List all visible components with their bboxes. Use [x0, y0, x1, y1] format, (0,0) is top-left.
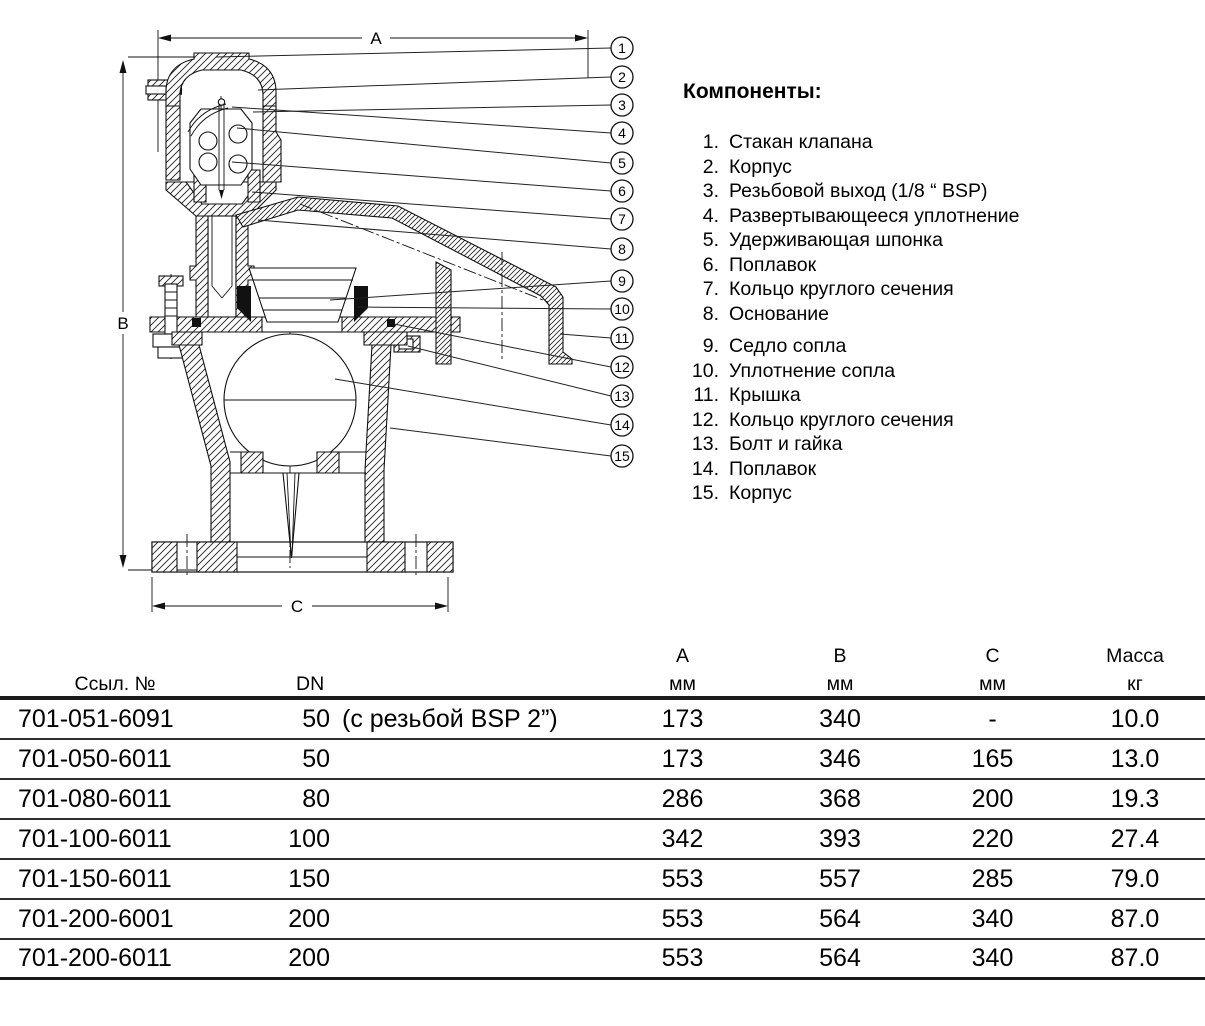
ref-cell: 701-051-6091	[18, 704, 174, 733]
float-seat-left	[241, 452, 263, 473]
component-item-10	[683, 359, 1163, 384]
dim-label-b: B	[117, 314, 129, 333]
a-cell: 173	[661, 704, 704, 733]
ref-cell: 701-080-6011	[18, 784, 172, 813]
component-item-7	[683, 277, 1163, 302]
leader-line-10	[357, 307, 611, 309]
spec-table-body	[0, 700, 1205, 980]
callout-number-7: 7	[618, 211, 626, 227]
dn-cell	[230, 865, 605, 894]
component-item-5	[683, 228, 1163, 253]
components-title: Компоненты:	[683, 80, 822, 103]
small-float	[190, 109, 252, 185]
mass-cell: 87.0	[1110, 904, 1160, 933]
float-seat-right	[317, 452, 339, 473]
dn-note: (с резьбой BSP 2”)	[342, 704, 558, 733]
nozzle-seat	[249, 268, 356, 322]
dn-cell	[230, 825, 605, 854]
callout-number-1: 1	[618, 40, 626, 56]
table-row	[0, 780, 1205, 820]
a-cell: 173	[661, 744, 704, 773]
b-cell: 368	[819, 784, 861, 813]
component-number: 14.	[691, 457, 719, 480]
component-item-14	[683, 457, 1163, 482]
component-item-1	[683, 130, 1163, 155]
spec-table	[0, 642, 1205, 980]
ref-cell: 701-100-6011	[18, 824, 172, 853]
dim-label-a: A	[370, 29, 382, 48]
dn-value: 150	[288, 864, 330, 893]
cover-skirt	[436, 262, 451, 364]
component-number: 8.	[702, 302, 719, 325]
component-label: Удерживающая шпонка	[729, 229, 943, 251]
component-number: 9.	[702, 335, 719, 357]
c-cell: 200	[971, 784, 1014, 813]
component-number: 1.	[702, 131, 719, 153]
o-ring-left	[192, 318, 201, 327]
table-row	[0, 820, 1205, 860]
callout-number-3: 3	[618, 97, 626, 113]
component-number: 2.	[702, 155, 719, 178]
component-item-13	[683, 432, 1163, 457]
leader-line-13	[408, 346, 611, 396]
component-label: Седло сопла	[729, 335, 847, 357]
callout-number-9: 9	[618, 273, 626, 289]
dimension-c	[152, 577, 448, 616]
mass-cell: 27.4	[1110, 824, 1160, 853]
dn-value: 100	[288, 824, 330, 853]
callout-number-4: 4	[618, 125, 626, 141]
component-item-4	[683, 204, 1163, 229]
header-ref: Ссыл. №	[74, 673, 156, 696]
callout-number-12: 12	[614, 359, 630, 375]
b-cell: 557	[819, 864, 861, 893]
components-list	[683, 130, 1163, 506]
cover-bolt	[165, 284, 177, 334]
guide-spike	[283, 473, 299, 558]
table-row	[0, 700, 1205, 740]
component-number: 7.	[702, 278, 719, 300]
dn-value: 80	[302, 784, 330, 813]
component-number: 11.	[693, 384, 719, 406]
dn-value: 200	[288, 904, 330, 933]
component-label: Корпус	[729, 482, 792, 504]
callout-number-13: 13	[614, 388, 630, 404]
component-label: Болт и гайка	[729, 433, 843, 455]
mass-cell: 13.0	[1110, 744, 1160, 773]
body-wall-right	[365, 345, 391, 542]
valve-cross-section-drawing	[0, 0, 660, 640]
component-item-6	[683, 253, 1163, 278]
body-assembly	[152, 332, 453, 572]
b-cell: 346	[819, 744, 861, 773]
dn-cell	[230, 745, 605, 774]
component-item-11	[683, 383, 1163, 408]
header-b: B мм	[826, 645, 854, 696]
c-cell: 340	[971, 944, 1014, 972]
component-label: Основание	[729, 302, 830, 325]
c-cell: 285	[971, 864, 1014, 893]
component-number: 13.	[691, 433, 719, 455]
leader-line-11	[560, 334, 611, 338]
leader-line-15	[390, 428, 611, 456]
table-row	[0, 860, 1205, 900]
c-cell: 165	[971, 744, 1014, 773]
table-row	[0, 940, 1205, 980]
callout-number-5: 5	[618, 155, 626, 171]
cup-wall-right	[263, 106, 281, 182]
valve-cup-assembly	[146, 53, 281, 216]
dn-value: 200	[288, 944, 330, 972]
dn-cell	[230, 705, 605, 734]
component-label: Развертывающееся уплотнение	[729, 204, 1020, 227]
component-number: 5.	[702, 229, 719, 251]
component-item-12	[683, 408, 1163, 433]
spec-table-header	[0, 642, 1205, 700]
leader-line-2	[258, 77, 611, 90]
leader-line-6	[232, 162, 611, 191]
component-label: Кольцо круглого сечения	[729, 278, 954, 300]
component-number: 6.	[702, 253, 719, 276]
header-dn: DN	[296, 673, 325, 696]
c-cell: 340	[971, 904, 1014, 933]
header-c: C мм	[979, 645, 1006, 696]
callout-number-10: 10	[614, 301, 630, 317]
a-cell: 553	[661, 944, 704, 972]
mass-cell: 79.0	[1110, 864, 1160, 893]
component-item-15	[683, 481, 1163, 506]
a-cell: 342	[661, 824, 704, 853]
cup-wall-left	[166, 106, 180, 180]
dim-label-c: C	[290, 597, 304, 616]
callout-number-14: 14	[614, 417, 630, 433]
dn-cell	[230, 905, 605, 934]
table-row	[0, 740, 1205, 780]
component-label: Поплавок	[729, 457, 817, 480]
header-mass: Масса кг	[1106, 645, 1164, 696]
mass-cell: 10.0	[1110, 704, 1160, 733]
component-number: 4.	[702, 204, 719, 227]
leader-line-1	[216, 48, 611, 57]
leader-line-12	[394, 324, 611, 367]
component-label: Крышка	[729, 384, 801, 406]
a-cell: 553	[661, 904, 704, 933]
leader-line-3	[253, 105, 611, 112]
component-item-8	[683, 302, 1163, 327]
c-cell: 220	[971, 824, 1014, 853]
c-cell: -	[988, 704, 997, 733]
dn-value: 50	[302, 744, 330, 773]
mass-cell: 87.0	[1110, 944, 1160, 972]
a-cell: 286	[661, 784, 704, 813]
component-item-2	[683, 155, 1163, 180]
callout-number-6: 6	[618, 183, 626, 199]
component-label: Уплотнение сопла	[729, 359, 896, 382]
callout-number-11: 11	[614, 330, 630, 346]
callout-number-15: 15	[614, 448, 630, 464]
b-cell: 564	[819, 904, 861, 933]
table-row	[0, 900, 1205, 940]
b-cell: 393	[819, 824, 861, 853]
ref-cell: 701-150-6011	[18, 864, 172, 893]
component-label: Поплавок	[729, 253, 817, 276]
component-label: Резьбовой выход (1/8 “ BSP)	[729, 180, 988, 202]
component-label: Стакан клапана	[729, 131, 873, 153]
component-label: Кольцо круглого сечения	[729, 408, 954, 431]
header-a: A мм	[669, 645, 696, 696]
component-number: 3.	[702, 180, 719, 202]
component-number: 10.	[691, 359, 719, 382]
callout-number-8: 8	[618, 241, 626, 257]
mass-cell: 19.3	[1110, 784, 1160, 813]
component-item-9	[683, 334, 1163, 359]
body-wall-left	[179, 345, 230, 542]
o-ring-right	[387, 319, 395, 327]
dn-cell	[230, 944, 605, 973]
b-cell: 564	[819, 944, 861, 972]
component-number: 12.	[691, 408, 719, 431]
dn-value: 50	[302, 704, 330, 733]
b-cell: 340	[819, 704, 861, 733]
ref-cell: 701-200-6011	[18, 944, 172, 972]
ref-cell: 701-200-6001	[18, 904, 174, 933]
dn-cell	[230, 785, 605, 814]
a-cell: 553	[661, 864, 704, 893]
ref-cell: 701-050-6011	[18, 744, 172, 773]
leader-line-9	[330, 281, 611, 300]
components-panel	[683, 80, 1163, 506]
component-item-3	[683, 179, 1163, 204]
leader-line-5	[237, 128, 611, 163]
callout-number-2: 2	[618, 69, 626, 85]
component-number: 15.	[691, 482, 719, 504]
retainer-right	[248, 170, 260, 202]
component-label: Корпус	[729, 155, 792, 178]
leader-line-4	[232, 107, 611, 133]
valve-drawing-area	[0, 0, 660, 640]
stem-wall-left	[190, 216, 208, 318]
